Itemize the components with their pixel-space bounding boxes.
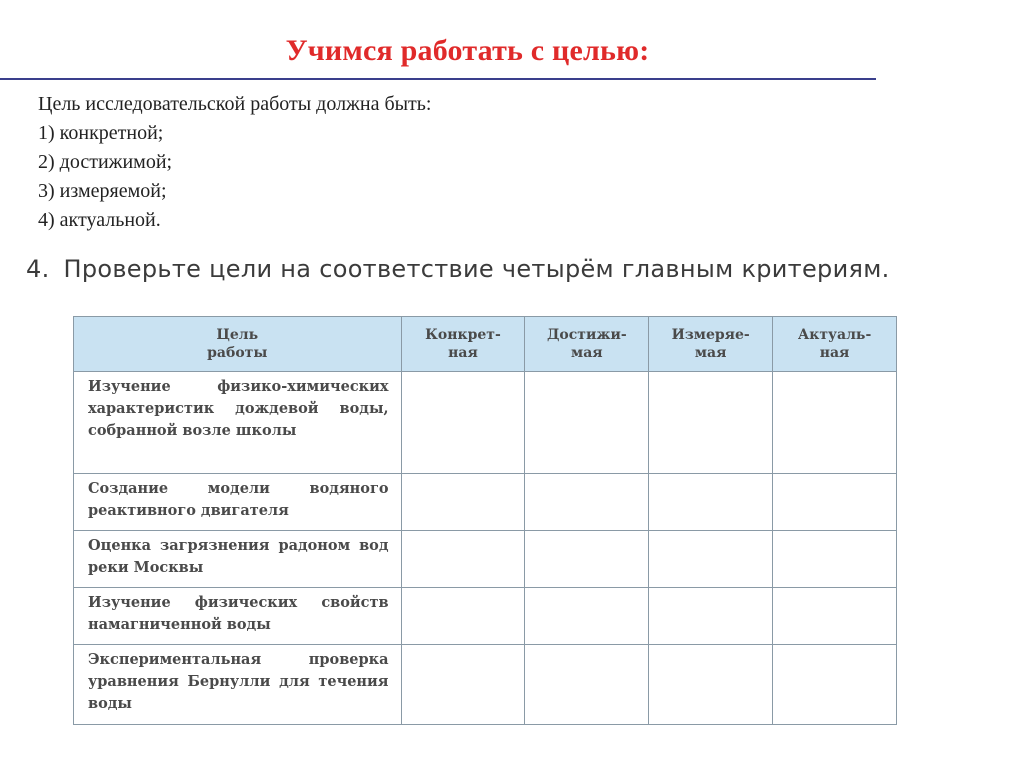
intro-lead: Цель исследовательской работы должна быть: (38, 93, 432, 115)
goal-cell: Изучение физико-химических характеристик дождевой воды, собранной возле школы (74, 372, 402, 474)
header-concrete-line2: ная (448, 345, 478, 361)
criteria-item-4: 4) актуальной. (38, 209, 161, 231)
criteria-item-3: 3) измеряемой; (38, 180, 167, 202)
table-row (74, 531, 897, 588)
title-divider (0, 78, 876, 80)
goal-cell: Оценка загрязнения радоном вод реки Москвы (74, 531, 402, 588)
relevant-cell[interactable] (773, 372, 897, 474)
goal-cell: Изучение физических свойств намагниченной воды (74, 588, 402, 645)
table-row (74, 372, 897, 474)
relevant-cell[interactable] (773, 645, 897, 725)
header-relevant-line2: ная (819, 345, 850, 361)
table-row (74, 474, 897, 531)
measurable-cell[interactable] (649, 645, 773, 725)
concrete-cell[interactable] (401, 531, 525, 588)
slide-title: Учимся работать с целью: (285, 34, 650, 67)
measurable-cell[interactable] (649, 372, 773, 474)
header-concrete (401, 317, 525, 372)
header-concrete-line1: Конкрет- (425, 327, 501, 343)
achievable-cell[interactable] (525, 588, 649, 645)
header-goal-line1: Цель (216, 327, 259, 343)
header-goal (74, 317, 402, 372)
achievable-cell[interactable] (525, 372, 649, 474)
goal-cell: Создание модели водяного реактивного двигателя (74, 474, 402, 531)
concrete-cell[interactable] (401, 645, 525, 725)
header-achievable-line1: Достижи- (546, 327, 627, 343)
relevant-cell[interactable] (773, 474, 897, 531)
task-heading (26, 255, 890, 283)
task-number: 4. (26, 255, 50, 283)
concrete-cell[interactable] (401, 372, 525, 474)
header-measurable (649, 317, 773, 372)
header-measurable-line2: мая (694, 345, 727, 361)
criteria-table (73, 316, 897, 725)
header-achievable (525, 317, 649, 372)
goal-cell: Экспериментальная проверка уравнения Бернулли для течения воды (74, 645, 402, 725)
header-achievable-line2: мая (571, 345, 603, 361)
header-relevant (773, 317, 897, 372)
task-text: Проверьте цели на соответствие четырём главным критериям. (63, 255, 890, 283)
relevant-cell[interactable] (773, 531, 897, 588)
measurable-cell[interactable] (649, 474, 773, 531)
table-header-row (74, 317, 897, 372)
measurable-cell[interactable] (649, 588, 773, 645)
criteria-item-1: 1) конкретной; (38, 122, 164, 144)
achievable-cell[interactable] (525, 474, 649, 531)
achievable-cell[interactable] (525, 645, 649, 725)
table-row (74, 588, 897, 645)
header-measurable-line1: Измеряе- (671, 327, 750, 343)
concrete-cell[interactable] (401, 474, 525, 531)
achievable-cell[interactable] (525, 531, 649, 588)
table-row (74, 645, 897, 725)
criteria-item-2: 2) достижимой; (38, 151, 173, 173)
header-goal-line2: работы (207, 345, 268, 361)
intro-block (38, 90, 431, 235)
measurable-cell[interactable] (649, 531, 773, 588)
header-relevant-line1: Актуаль- (797, 327, 872, 343)
relevant-cell[interactable] (773, 588, 897, 645)
concrete-cell[interactable] (401, 588, 525, 645)
